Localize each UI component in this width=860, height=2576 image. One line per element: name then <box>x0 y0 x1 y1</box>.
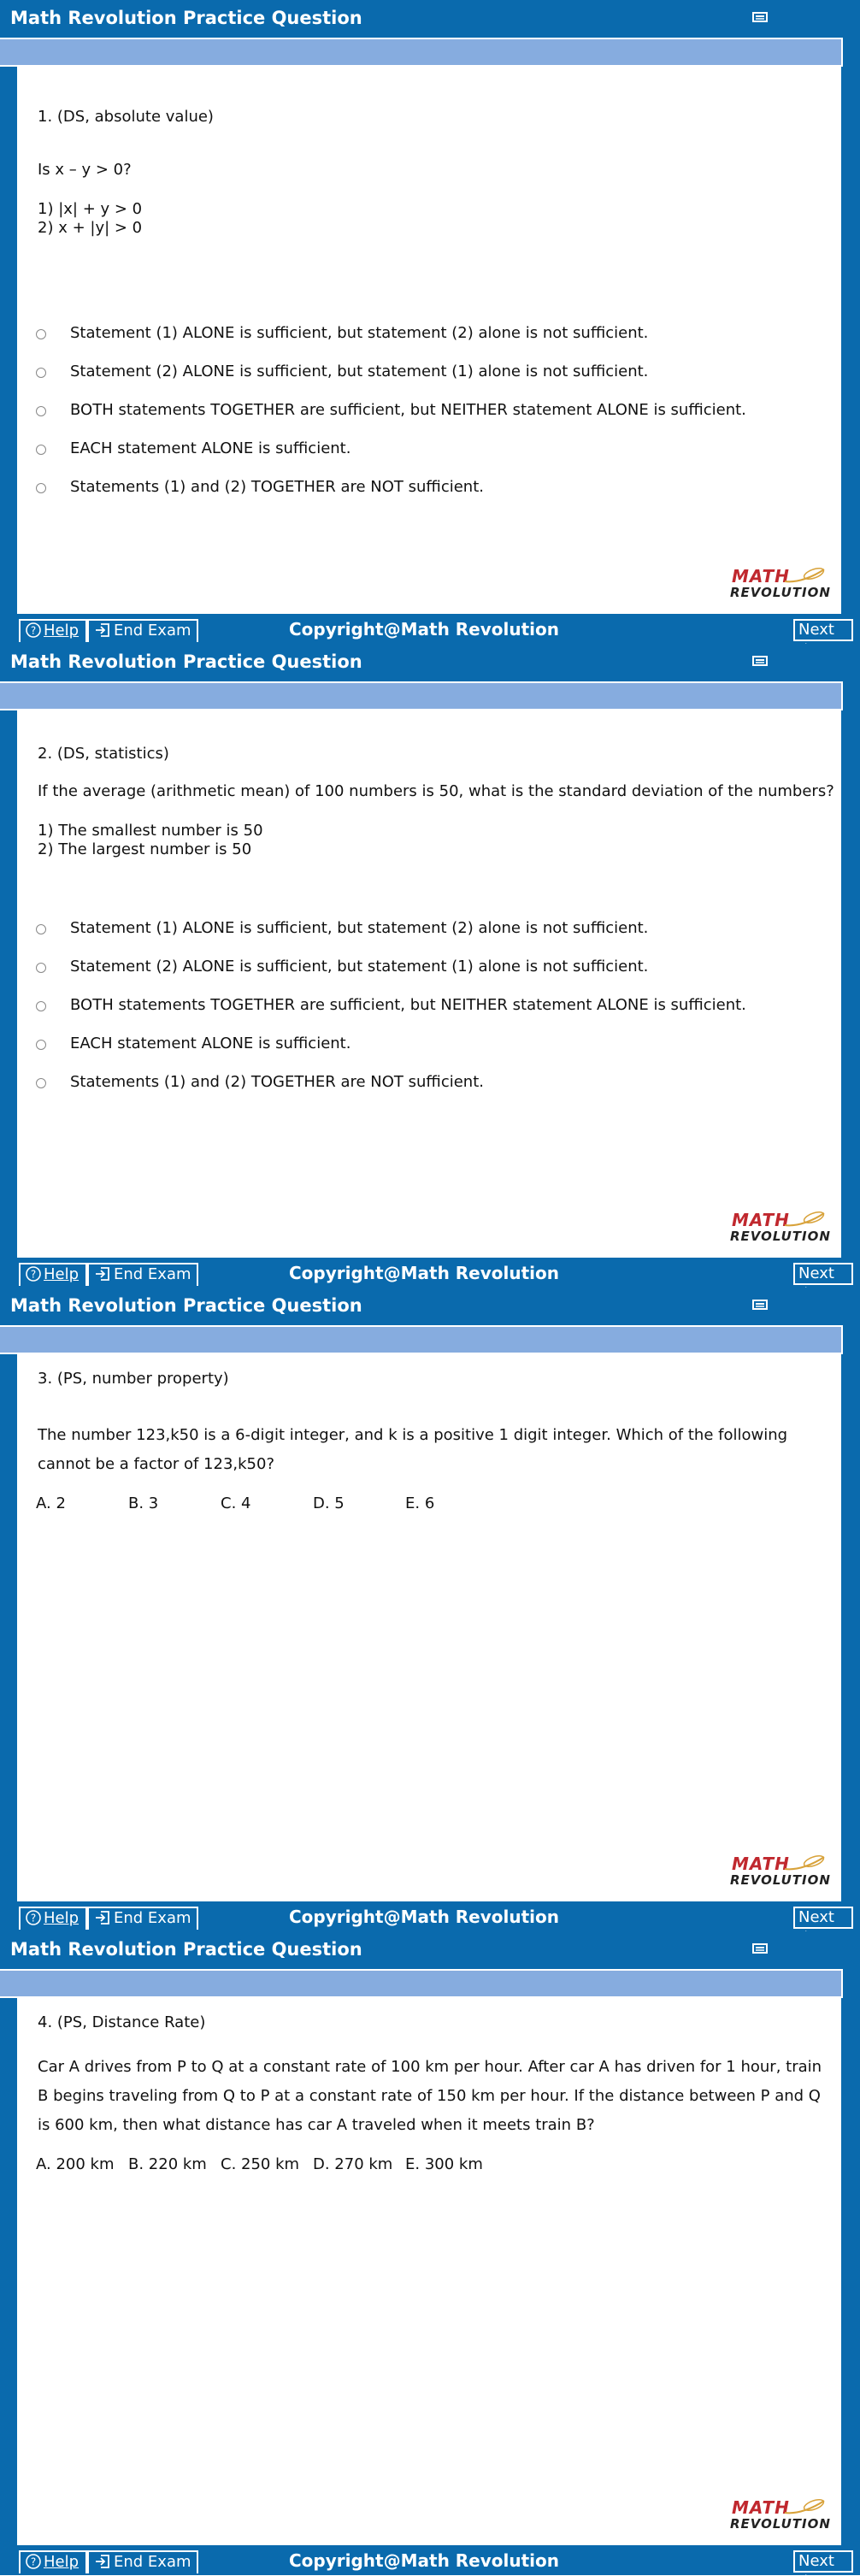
exit-icon <box>94 1266 111 1282</box>
copyright-text: Copyright@Math Revolution <box>289 2550 559 2571</box>
left-frame <box>0 67 17 614</box>
copyright-text: Copyright@Math Revolution <box>289 619 559 640</box>
choice-d[interactable]: D. 5 <box>313 1494 345 1512</box>
app-title: Math Revolution Practice Question <box>10 651 362 672</box>
bottom-bar <box>0 1258 860 1288</box>
next-button[interactable]: Next <box>793 2550 853 2573</box>
radio-button[interactable] <box>36 329 46 339</box>
choice-a[interactable]: A. 200 km <box>36 2155 115 2173</box>
help-button[interactable]: ? Help <box>19 1263 87 1286</box>
left-frame <box>0 710 17 1258</box>
question-screen-3 <box>0 1288 860 1931</box>
radio-button[interactable] <box>36 1040 46 1050</box>
bottom-bar <box>0 2545 860 2575</box>
question-screen-2 <box>0 644 860 1288</box>
help-icon <box>26 1266 41 1282</box>
svg-text:?: ? <box>30 1912 37 1925</box>
radio-button[interactable] <box>36 924 46 934</box>
window-restore-icon[interactable] <box>752 654 769 668</box>
copyright-text: Copyright@Math Revolution <box>289 1907 559 1927</box>
app-title: Math Revolution Practice Question <box>10 8 362 28</box>
question-label: 2. (DS, statistics) <box>38 745 169 763</box>
statement-1: 1) The smallest number is 50 <box>38 822 263 840</box>
radio-button[interactable] <box>36 445 46 455</box>
radio-button[interactable] <box>36 1078 46 1088</box>
help-icon <box>26 622 41 638</box>
next-button[interactable]: Next <box>793 1263 853 1285</box>
question-label: 4. (PS, Distance Rate) <box>38 2013 206 2031</box>
statement-2: 2) The largest number is 50 <box>38 840 252 858</box>
next-button[interactable]: Next <box>793 1907 853 1929</box>
question-panel: 2. (DS, statistics) If the average (arithmetic mean) of 100 numbers is 50, what is the standard deviation of the numbers? 1) The smallest number is 50 2) The largest number is 50 Statement (1) ALONE is sufficient, but statement (2) alone is not sufficient. Statement (2) ALONE is sufficient, but statement (1) alone is not sufficient. BOTH statements TOGETHER are sufficient, but NEITHER statement ALONE is sufficient. EACH statement ALONE is sufficient. Statements (1) and (2) TOGETHER are NOT sufficient. MATH REVOLUTION <box>17 710 841 1258</box>
choice-a[interactable]: A. 2 <box>36 1494 66 1512</box>
title-bar <box>0 644 860 681</box>
left-frame <box>0 1998 17 2545</box>
math-revolution-logo: MATH REVOLUTION <box>730 566 831 600</box>
arrow-right-icon <box>798 2573 812 2575</box>
window-restore-icon[interactable] <box>752 1942 769 1955</box>
choice-e[interactable]: E. 300 km <box>405 2155 483 2173</box>
svg-text:?: ? <box>30 1268 37 1281</box>
logo-swoosh-icon <box>783 2497 828 2516</box>
question-label: 3. (PS, number property) <box>38 1370 229 1388</box>
tool-band <box>0 681 843 710</box>
exit-icon <box>94 2554 111 2569</box>
question-stem: The number 123,k50 is a 6-digit integer, and k is a positive 1 digit integer. Which of the following cannot be a factor of 123,k50? <box>38 1426 788 1473</box>
choice-d[interactable]: D. 270 km <box>313 2155 393 2173</box>
question-stem: Car A drives from P to Q at a constant rate of 100 km per hour. After car A has driven for 1 hour, train B begins traveling from Q to P at a constant rate of 150 km per hour. If the distance between P and Q is 600 km, then what distance has car A traveled when it meets train B? <box>38 2058 822 2134</box>
question-label: 1. (DS, absolute value) <box>38 108 214 126</box>
radio-button[interactable] <box>36 963 46 973</box>
logo-swoosh-icon <box>783 1854 828 1872</box>
window-restore-icon[interactable] <box>752 10 769 24</box>
answer-choices <box>36 1494 434 1512</box>
svg-text:?: ? <box>30 2555 37 2568</box>
title-bar <box>0 1931 860 1969</box>
answer-choices <box>36 2155 483 2173</box>
math-revolution-logo: MATH REVOLUTION <box>730 1854 831 1888</box>
bottom-bar <box>0 1901 860 1931</box>
radio-button[interactable] <box>36 1001 46 1011</box>
radio-button[interactable] <box>36 406 46 416</box>
choice-e[interactable]: E. 6 <box>405 1494 435 1512</box>
question-panel <box>17 1354 841 1901</box>
exit-icon <box>94 1910 111 1925</box>
choice-b[interactable]: B. 220 km <box>128 2155 207 2173</box>
question-panel: 1. (DS, absolute value) Is x – y > 0? 1) |x| + y > 0 2) x + |y| > 0 Statement (1) ALONE is sufficient, but statement (2) alone is not sufficient. Statement (2) ALONE is sufficient, but statement (1) alone is not sufficient. BOTH statements TOGETHER are sufficient, but NEITHER statement ALONE is sufficient. EACH statement ALONE is sufficient. Statements (1) and (2) TOGETHER are NOT sufficient. MATH REVOLUTION <box>17 67 841 614</box>
statement-1: 1) |x| + y > 0 <box>38 200 143 218</box>
exit-icon <box>94 622 111 638</box>
choice-b[interactable]: B. 3 <box>128 1494 159 1512</box>
title-bar <box>0 0 860 38</box>
end-exam-button[interactable]: End Exam <box>87 1907 198 1930</box>
statement-2: 2) x + |y| > 0 <box>38 219 143 237</box>
radio-button[interactable] <box>36 483 46 493</box>
question-stem: If the average (arithmetic mean) of 100 numbers is 50, what is the standard deviation of the numbers? <box>38 782 834 800</box>
help-button[interactable]: ? Help <box>19 2550 87 2573</box>
question-screen-1 <box>0 0 860 644</box>
tool-band <box>0 38 843 67</box>
end-exam-button[interactable]: End Exam <box>87 619 198 642</box>
help-button[interactable]: ? Help <box>19 619 87 642</box>
question-stem: Is x – y > 0? <box>38 161 132 179</box>
left-frame <box>0 1354 17 1901</box>
logo-swoosh-icon <box>783 566 828 585</box>
app-title: Math Revolution Practice Question <box>10 1295 362 1316</box>
bottom-bar <box>0 614 860 644</box>
tool-band <box>0 1325 843 1354</box>
end-exam-button[interactable]: End Exam <box>87 1263 198 1286</box>
next-button[interactable]: Next <box>793 619 853 641</box>
radio-button[interactable] <box>36 368 46 378</box>
math-revolution-logo: MATH REVOLUTION <box>730 1210 831 1244</box>
tool-band <box>0 1969 843 1998</box>
title-bar <box>0 1288 860 1325</box>
logo-swoosh-icon <box>783 1210 828 1229</box>
choice-c[interactable]: C. 250 km <box>221 2155 300 2173</box>
help-icon <box>26 1910 41 1925</box>
copyright-text: Copyright@Math Revolution <box>289 1263 559 1283</box>
question-panel <box>17 1998 841 2545</box>
choice-c[interactable]: C. 4 <box>221 1494 251 1512</box>
help-button[interactable]: ? Help <box>19 1907 87 1930</box>
window-restore-icon[interactable] <box>752 1298 769 1312</box>
question-screen-4 <box>0 1931 860 2575</box>
help-icon <box>26 2554 41 2569</box>
svg-text:?: ? <box>30 624 37 637</box>
end-exam-button[interactable]: End Exam <box>87 2550 198 2573</box>
app-title: Math Revolution Practice Question <box>10 1939 362 1960</box>
math-revolution-logo: MATH REVOLUTION <box>730 2497 831 2532</box>
